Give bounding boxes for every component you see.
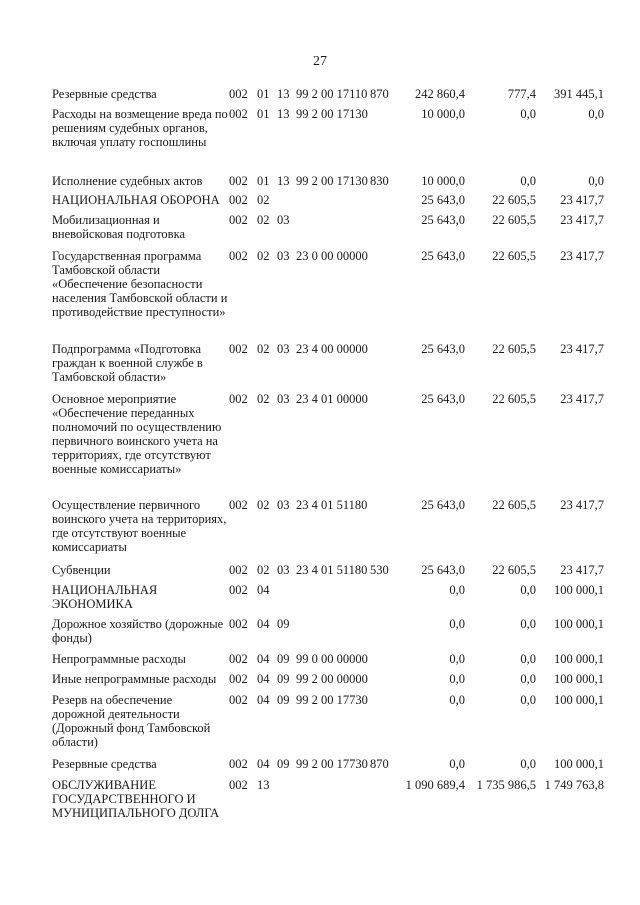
cell-name: Резервные средства bbox=[52, 87, 157, 101]
cell-name: Подпрограмма «Подготовка граждан к военной службе в Тамбовской области» bbox=[52, 342, 203, 384]
cell-pr: 09 bbox=[277, 672, 290, 686]
cell-vr: 870 bbox=[370, 757, 389, 771]
cell-v1: 0,0 bbox=[449, 693, 465, 707]
cell-v1: 25 643,0 bbox=[421, 213, 465, 227]
cell-v3: 23 417,7 bbox=[560, 342, 604, 356]
cell-v3: 23 417,7 bbox=[560, 193, 604, 207]
cell-v2: 22 605,5 bbox=[492, 563, 536, 577]
cell-v2: 1 735 986,5 bbox=[476, 778, 536, 792]
cell-name: НАЦИОНАЛЬНАЯ ОБОРОНА bbox=[52, 193, 220, 207]
cell-v1: 0,0 bbox=[449, 672, 465, 686]
cell-pr: 03 bbox=[277, 563, 290, 577]
table-row bbox=[0, 193, 640, 213]
cell-v1: 25 643,0 bbox=[421, 193, 465, 207]
cell-v2: 0,0 bbox=[520, 107, 536, 121]
cell-rz: 02 bbox=[257, 342, 270, 356]
cell-v2: 0,0 bbox=[520, 757, 536, 771]
table-row bbox=[0, 693, 640, 757]
cell-v3: 23 417,7 bbox=[560, 498, 604, 512]
table-row bbox=[0, 563, 640, 583]
cell-v2: 22 605,5 bbox=[492, 249, 536, 263]
cell-v1: 242 860,4 bbox=[415, 87, 465, 101]
cell-v1: 0,0 bbox=[449, 583, 465, 597]
cell-v2: 22 605,5 bbox=[492, 392, 536, 406]
cell-pr: 13 bbox=[277, 107, 290, 121]
cell-vr: 530 bbox=[370, 563, 389, 577]
cell-ved: 002 bbox=[229, 672, 248, 686]
cell-name: ОБСЛУЖИВАНИЕ ГОСУДАРСТВЕННОГО И МУНИЦИПАЛЬНОГО ДОЛГА bbox=[52, 778, 220, 820]
cell-v1: 25 643,0 bbox=[421, 563, 465, 577]
cell-v2: 0,0 bbox=[520, 672, 536, 686]
cell-pr: 09 bbox=[277, 757, 290, 771]
cell-rz: 04 bbox=[257, 652, 270, 666]
cell-rz: 02 bbox=[257, 213, 270, 227]
table-row bbox=[0, 757, 640, 778]
cell-pr: 03 bbox=[277, 498, 290, 512]
cell-v1: 25 643,0 bbox=[421, 342, 465, 356]
cell-csr: 23 4 01 51180 bbox=[296, 563, 368, 577]
table-row bbox=[0, 498, 640, 563]
cell-v3: 0,0 bbox=[588, 174, 604, 188]
table-row bbox=[0, 652, 640, 672]
cell-rz: 01 bbox=[257, 87, 270, 101]
cell-ved: 002 bbox=[229, 757, 248, 771]
cell-csr: 99 2 00 17130 bbox=[296, 174, 368, 188]
cell-rz: 02 bbox=[257, 498, 270, 512]
cell-ved: 002 bbox=[229, 563, 248, 577]
cell-name: Резервные средства bbox=[52, 757, 157, 771]
cell-vr: 830 bbox=[370, 174, 389, 188]
cell-ved: 002 bbox=[229, 249, 248, 263]
cell-pr: 09 bbox=[277, 617, 290, 631]
cell-pr: 09 bbox=[277, 693, 290, 707]
cell-csr: 99 2 00 00000 bbox=[296, 672, 368, 686]
cell-name: Непрограммные расходы bbox=[52, 652, 186, 666]
cell-ved: 002 bbox=[229, 392, 248, 406]
cell-name: Субвенции bbox=[52, 563, 111, 577]
table-row bbox=[0, 342, 640, 392]
table-row bbox=[0, 617, 640, 652]
cell-v2: 22 605,5 bbox=[492, 498, 536, 512]
cell-pr: 03 bbox=[277, 342, 290, 356]
cell-rz: 02 bbox=[257, 193, 270, 207]
cell-pr: 09 bbox=[277, 652, 290, 666]
table-row bbox=[0, 583, 640, 617]
table-row bbox=[0, 249, 640, 342]
table-row bbox=[0, 87, 640, 107]
cell-rz: 04 bbox=[257, 617, 270, 631]
cell-csr: 99 2 00 17730 bbox=[296, 757, 368, 771]
cell-pr: 03 bbox=[277, 392, 290, 406]
cell-v3: 23 417,7 bbox=[560, 563, 604, 577]
cell-v3: 100 000,1 bbox=[554, 583, 604, 597]
cell-ved: 002 bbox=[229, 778, 248, 792]
cell-name: Осуществление первичного воинского учета на территориях, где отсутствуют военные комиссариаты bbox=[52, 498, 227, 554]
cell-v3: 23 417,7 bbox=[560, 392, 604, 406]
cell-v2: 0,0 bbox=[520, 693, 536, 707]
cell-v2: 22 605,5 bbox=[492, 213, 536, 227]
cell-name: Государственная программа Тамбовской области «Обеспечение безопасности населения Тамбовской области и противодействие преступности» bbox=[52, 249, 228, 319]
cell-rz: 01 bbox=[257, 174, 270, 188]
cell-ved: 002 bbox=[229, 174, 248, 188]
cell-rz: 04 bbox=[257, 583, 270, 597]
cell-name: Расходы на возмещение вреда по решениям судебных органов, включая уплату госпошлины bbox=[52, 107, 228, 149]
table-row bbox=[0, 174, 640, 193]
cell-rz: 02 bbox=[257, 392, 270, 406]
cell-pr: 13 bbox=[277, 87, 290, 101]
cell-v3: 100 000,1 bbox=[554, 757, 604, 771]
cell-v3: 23 417,7 bbox=[560, 249, 604, 263]
table-row bbox=[0, 107, 640, 170]
table-row bbox=[0, 392, 640, 498]
cell-v1: 25 643,0 bbox=[421, 498, 465, 512]
cell-v3: 23 417,7 bbox=[560, 213, 604, 227]
cell-v3: 100 000,1 bbox=[554, 652, 604, 666]
cell-csr: 23 4 00 00000 bbox=[296, 342, 368, 356]
cell-v2: 777,4 bbox=[507, 87, 536, 101]
cell-v3: 100 000,1 bbox=[554, 693, 604, 707]
cell-v1: 1 090 689,4 bbox=[405, 778, 465, 792]
cell-name: Основное мероприятие «Обеспечение переданных полномочий по осуществлению первичного воинского учета на территориях, где отсутствуют военные комиссариаты» bbox=[52, 392, 222, 476]
table-row bbox=[0, 213, 640, 249]
cell-rz: 04 bbox=[257, 693, 270, 707]
cell-pr: 03 bbox=[277, 213, 290, 227]
cell-rz: 04 bbox=[257, 672, 270, 686]
cell-ved: 002 bbox=[229, 652, 248, 666]
cell-vr: 870 bbox=[370, 87, 389, 101]
cell-csr: 99 0 00 00000 bbox=[296, 652, 368, 666]
cell-ved: 002 bbox=[229, 617, 248, 631]
cell-v3: 100 000,1 bbox=[554, 672, 604, 686]
cell-v2: 0,0 bbox=[520, 583, 536, 597]
cell-rz: 04 bbox=[257, 757, 270, 771]
cell-v1: 25 643,0 bbox=[421, 249, 465, 263]
cell-ved: 002 bbox=[229, 583, 248, 597]
table-row bbox=[0, 672, 640, 693]
cell-csr: 23 0 00 00000 bbox=[296, 249, 368, 263]
cell-ved: 002 bbox=[229, 107, 248, 121]
page-number: 27 bbox=[313, 54, 327, 69]
cell-v2: 0,0 bbox=[520, 652, 536, 666]
cell-ved: 002 bbox=[229, 342, 248, 356]
cell-ved: 002 bbox=[229, 193, 248, 207]
cell-ved: 002 bbox=[229, 87, 248, 101]
cell-csr: 23 4 01 00000 bbox=[296, 392, 368, 406]
cell-ved: 002 bbox=[229, 498, 248, 512]
cell-name: Мобилизационная и вневойсковая подготовка bbox=[52, 213, 186, 241]
cell-v1: 10 000,0 bbox=[421, 174, 465, 188]
cell-rz: 02 bbox=[257, 249, 270, 263]
cell-pr: 13 bbox=[277, 174, 290, 188]
cell-v2: 0,0 bbox=[520, 617, 536, 631]
cell-name: Резерв на обеспечение дорожной деятельности (Дорожный фонд Тамбовской области) bbox=[52, 693, 211, 749]
cell-pr: 03 bbox=[277, 249, 290, 263]
cell-csr: 99 2 00 17130 bbox=[296, 107, 368, 121]
cell-v1: 10 000,0 bbox=[421, 107, 465, 121]
cell-name: Дорожное хозяйство (дорожные фонды) bbox=[52, 617, 224, 645]
cell-rz: 13 bbox=[257, 778, 270, 792]
cell-v1: 0,0 bbox=[449, 652, 465, 666]
cell-name: НАЦИОНАЛЬНАЯ ЭКОНОМИКА bbox=[52, 583, 158, 611]
cell-csr: 23 4 01 51180 bbox=[296, 498, 368, 512]
cell-ved: 002 bbox=[229, 213, 248, 227]
cell-v1: 0,0 bbox=[449, 617, 465, 631]
cell-v2: 22 605,5 bbox=[492, 193, 536, 207]
cell-csr: 99 2 00 17110 bbox=[296, 87, 368, 101]
cell-name: Исполнение судебных актов bbox=[52, 174, 203, 188]
cell-v1: 25 643,0 bbox=[421, 392, 465, 406]
cell-name: Иные непрограммные расходы bbox=[52, 672, 217, 686]
cell-v2: 0,0 bbox=[520, 174, 536, 188]
cell-ved: 002 bbox=[229, 693, 248, 707]
cell-v1: 0,0 bbox=[449, 757, 465, 771]
table-row bbox=[0, 778, 640, 858]
cell-csr: 99 2 00 17730 bbox=[296, 693, 368, 707]
cell-v3: 0,0 bbox=[588, 107, 604, 121]
cell-rz: 01 bbox=[257, 107, 270, 121]
cell-v3: 391 445,1 bbox=[554, 87, 604, 101]
cell-v2: 22 605,5 bbox=[492, 342, 536, 356]
cell-rz: 02 bbox=[257, 563, 270, 577]
cell-v3: 100 000,1 bbox=[554, 617, 604, 631]
cell-v3: 1 749 763,8 bbox=[544, 778, 604, 792]
